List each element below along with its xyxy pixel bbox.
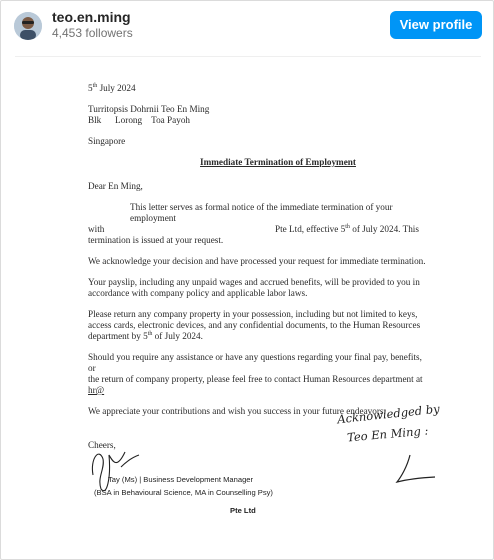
letter-title: Immediate Termination of Employment <box>200 157 356 167</box>
date-rest: July 2024 <box>97 83 136 93</box>
paragraph-1-line-1: This letter serves as formal notice of the immediate termination of your employment <box>130 202 393 223</box>
p1-effective <box>275 224 419 235</box>
paragraph-3-line-2: accordance with company policy and applicable labor laws. <box>88 288 308 298</box>
salutation: Dear En Ming, <box>88 181 143 191</box>
company-name: Pte Ltd <box>230 506 256 515</box>
p1-effective-text: Pte Ltd, effective 5 <box>275 224 346 234</box>
profile-handle[interactable]: teo.en.ming <box>52 9 131 25</box>
acknowledged-name-text: Teo En Ming : <box>346 423 429 445</box>
follower-count: 4,453 followers <box>52 26 133 40</box>
avatar[interactable] <box>14 12 42 40</box>
employee-signature-mark <box>397 455 435 482</box>
paragraph-5-line-3: hr@ <box>88 385 105 395</box>
paragraph-3-line-1: Your payslip, including any unpaid wages and accrued benefits, will be provided to you in <box>88 277 420 287</box>
paragraph-6: We appreciate your contributions and wish you success in your future endeavors. <box>88 406 386 416</box>
paragraph-4-line-3 <box>88 331 428 342</box>
acknowledged-by-text: Acknowledged by <box>336 401 441 427</box>
recipient-name: Turritopsis Dohrnii Teo En Ming <box>88 104 210 114</box>
embed-header <box>0 0 494 54</box>
closing: Cheers, <box>88 440 116 450</box>
avatar-image <box>14 12 42 40</box>
recipient-country: Singapore <box>88 136 126 146</box>
p4-end: of July 2024. <box>152 331 203 341</box>
paragraph-5-line-2: the return of company property, please feel free to contact Human Resources department at <box>88 374 423 384</box>
manager-signature-mark <box>92 452 139 491</box>
paragraph-1-line-3: termination is issued at your request. <box>88 235 224 245</box>
signer-qualifications: (BSA in Behavioural Science, MA in Counselling Psy) <box>94 488 273 497</box>
paragraph-2: We acknowledge your decision and have processed your request for immediate termination. <box>88 256 426 266</box>
letter-body <box>88 83 428 451</box>
signer-line: Tay (Ms) | Business Development Manager <box>108 475 254 484</box>
paragraph-5-line-1: Should you require any assistance or have any questions regarding your final pay, benefits, or <box>88 352 422 373</box>
paragraph-1-line-2 <box>88 224 428 235</box>
letter-image[interactable] <box>15 56 481 555</box>
paragraph-4-line-2: access cards, electronic devices, and any confidential documents, to the Human Resources <box>88 320 421 330</box>
p1-end: of July 2024. This <box>349 224 419 234</box>
date-sup: th <box>92 83 98 89</box>
p4-sup: th <box>147 331 153 337</box>
recipient-address: Blk Lorong Toa Payoh <box>88 115 191 125</box>
p4-text: department by 5 <box>88 331 148 341</box>
view-profile-button[interactable]: View profile <box>390 11 482 39</box>
date-day: 5 <box>88 83 93 93</box>
paragraph-4-line-1: Please return any company property in your possession, including but not limited to keys, <box>88 309 418 319</box>
letter-date <box>88 83 428 94</box>
p1-with: with <box>88 224 105 234</box>
p1-sup: th <box>345 224 350 230</box>
